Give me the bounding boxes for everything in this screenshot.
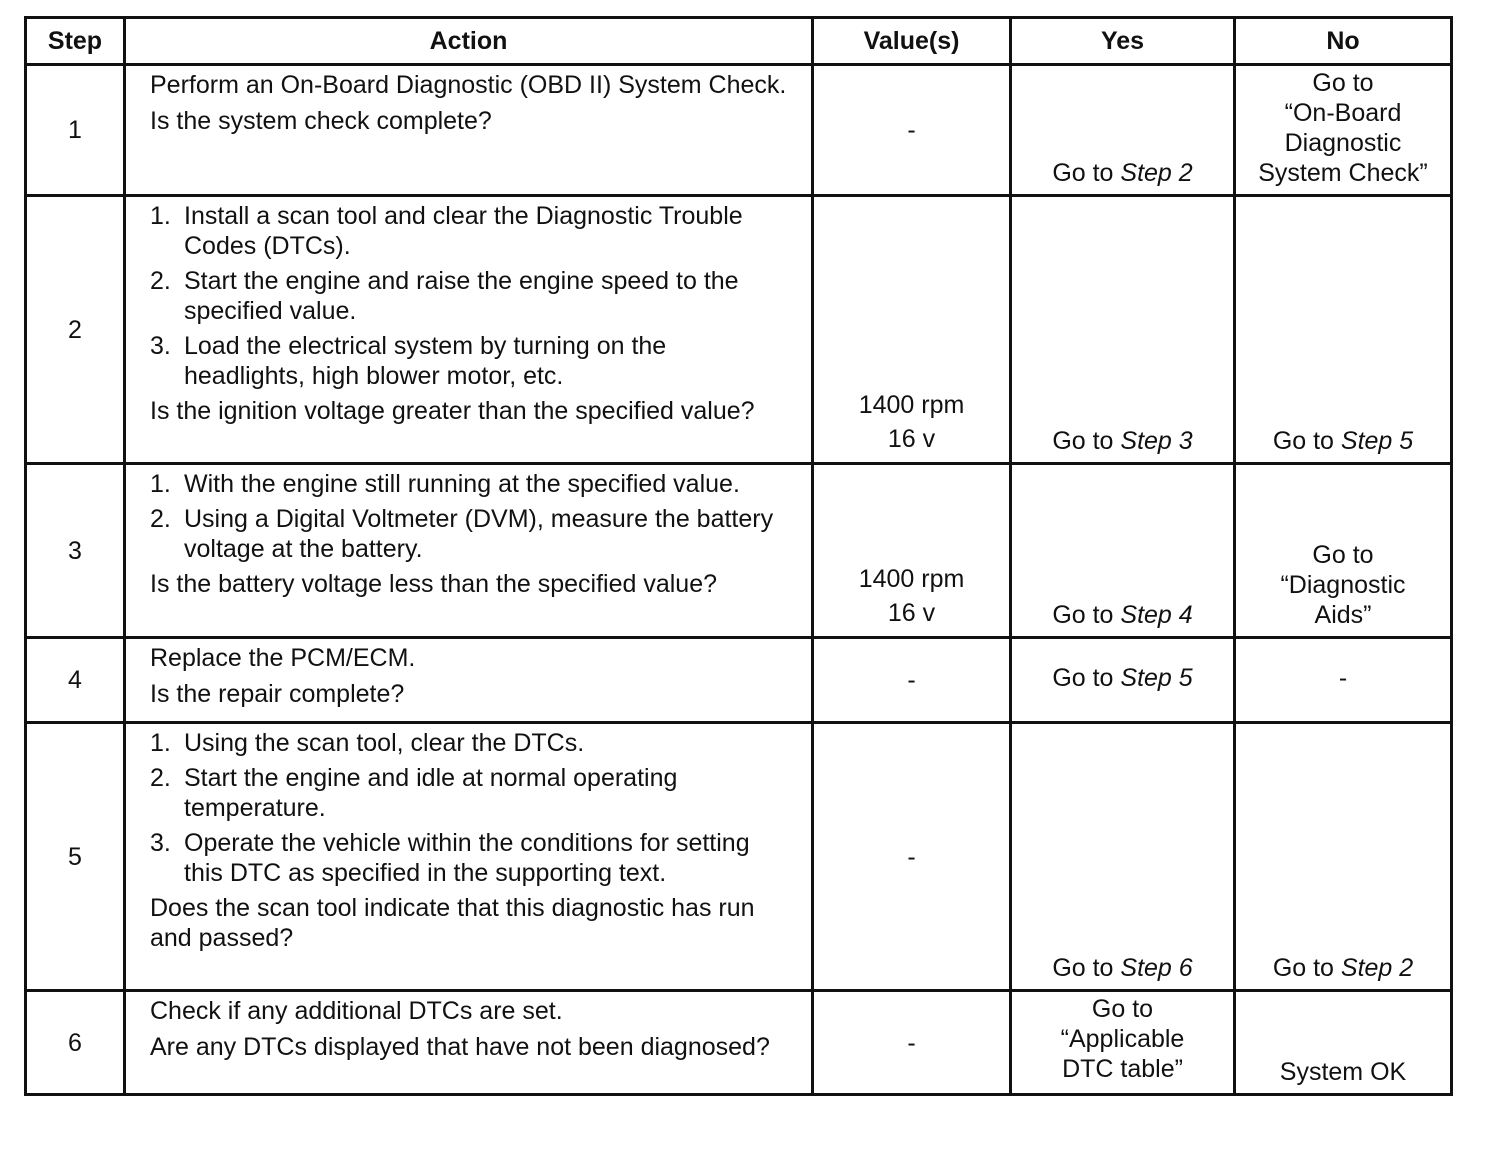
action-question: Is the system check complete? [150, 107, 492, 135]
value-line: 16 v [887, 425, 936, 453]
action-item: 2. Start the engine and idle at normal operating temperature. [150, 764, 678, 822]
action-text: Perform an On-Board Diagnostic (OBD II) System Check. [150, 71, 787, 99]
yes-step-link[interactable]: Step 6 [1120, 954, 1193, 982]
yes-cell [1011, 638, 1235, 723]
yes-cell [1011, 991, 1235, 1095]
no-step-link[interactable]: Step 2 [1340, 954, 1414, 982]
no-line[interactable]: Diagnostic [1284, 129, 1402, 157]
table-row [26, 638, 1452, 723]
yes-step-link[interactable]: Step 5 [1120, 664, 1193, 692]
no-cell: - [1235, 638, 1452, 723]
no-line: Go to [1312, 541, 1374, 569]
step-number: 2 [26, 196, 125, 464]
action-cell [125, 991, 813, 1095]
value-cell: - [813, 723, 1011, 991]
action-cell [125, 723, 813, 991]
value-cell [813, 196, 1011, 464]
no-cell [1235, 723, 1452, 991]
step-number: 5 [26, 723, 125, 991]
table-row [26, 723, 1452, 991]
yes-step-link[interactable]: Step 3 [1120, 427, 1193, 455]
action-question: Does the scan tool indicate that this diagnostic has run and passed? [150, 894, 755, 952]
no-line[interactable]: Aids” [1314, 601, 1372, 629]
value-cell [813, 464, 1011, 638]
yes-step-link[interactable]: Step 2 [1120, 159, 1193, 187]
no-prefix: Go to [1272, 954, 1341, 982]
table-row [26, 991, 1452, 1095]
action-text: Replace the PCM/ECM. [150, 644, 416, 672]
step-number: 6 [26, 991, 125, 1095]
table-row [26, 65, 1452, 196]
action-cell [125, 196, 813, 464]
action-question: Is the battery voltage less than the specified value? [150, 570, 718, 598]
action-item: 1. With the engine still running at the specified value. [150, 470, 740, 498]
yes-cell [1011, 464, 1235, 638]
yes-cell [1011, 65, 1235, 196]
no-cell [1235, 65, 1452, 196]
action-cell [125, 65, 813, 196]
value-cell: - [813, 65, 1011, 196]
yes-cell [1011, 196, 1235, 464]
action-item: 1. Using the scan tool, clear the DTCs. [150, 729, 585, 757]
no-cell [1235, 196, 1452, 464]
header-yes: Yes [1011, 18, 1235, 65]
yes-cell [1011, 723, 1235, 991]
value-cell: - [813, 638, 1011, 723]
no-cell [1235, 464, 1452, 638]
yes-prefix: Go to [1052, 954, 1121, 982]
action-question: Are any DTCs displayed that have not been diagnosed? [150, 1033, 770, 1061]
yes-line[interactable]: DTC table” [1062, 1055, 1183, 1083]
yes-line[interactable]: “Applicable [1060, 1025, 1185, 1053]
action-item: 3. Load the electrical system by turning on the headlights, high blower motor, etc. [150, 332, 667, 390]
header-row [26, 18, 1452, 65]
header-step: Step [26, 18, 125, 65]
action-question: Is the repair complete? [150, 680, 405, 708]
action-question: Is the ignition voltage greater than the specified value? [150, 397, 755, 425]
no-line[interactable]: “Diagnostic [1280, 571, 1406, 599]
no-cell: System OK [1235, 991, 1452, 1095]
yes-step-link[interactable]: Step 4 [1120, 601, 1193, 629]
header-no: No [1235, 18, 1452, 65]
yes-prefix: Go to [1052, 664, 1121, 692]
yes-prefix: Go to [1052, 427, 1121, 455]
step-number: 4 [26, 638, 125, 723]
header-action: Action [125, 18, 813, 65]
value-line: 1400 rpm [858, 391, 965, 419]
step-number: 1 [26, 65, 125, 196]
no-line[interactable]: System Check” [1258, 159, 1428, 187]
no-line: Go to [1312, 69, 1374, 97]
value-line: 1400 rpm [858, 565, 965, 593]
action-text: Check if any additional DTCs are set. [150, 997, 563, 1025]
no-prefix: Go to [1272, 427, 1341, 455]
action-item: 3. Operate the vehicle within the conditions for setting this DTC as specified in the supporting text. [150, 829, 750, 887]
diagnostic-table [24, 16, 1453, 1096]
step-number: 3 [26, 464, 125, 638]
header-value: Value(s) [813, 18, 1011, 65]
action-cell [125, 464, 813, 638]
yes-prefix: Go to [1052, 601, 1121, 629]
value-cell: - [813, 991, 1011, 1095]
yes-prefix: Go to [1052, 159, 1121, 187]
value-line: 16 v [887, 599, 936, 627]
action-item: 1. Install a scan tool and clear the Diagnostic Trouble Codes (DTCs). [150, 202, 743, 260]
no-step-link[interactable]: Step 5 [1340, 427, 1414, 455]
action-cell [125, 638, 813, 723]
no-line[interactable]: “On-Board [1284, 99, 1402, 127]
table-row [26, 196, 1452, 464]
action-item: 2. Using a Digital Voltmeter (DVM), measure the battery voltage at the battery. [150, 505, 774, 563]
action-item: 2. Start the engine and raise the engine speed to the specified value. [150, 267, 739, 325]
yes-line: Go to [1091, 995, 1154, 1023]
table-row [26, 464, 1452, 638]
